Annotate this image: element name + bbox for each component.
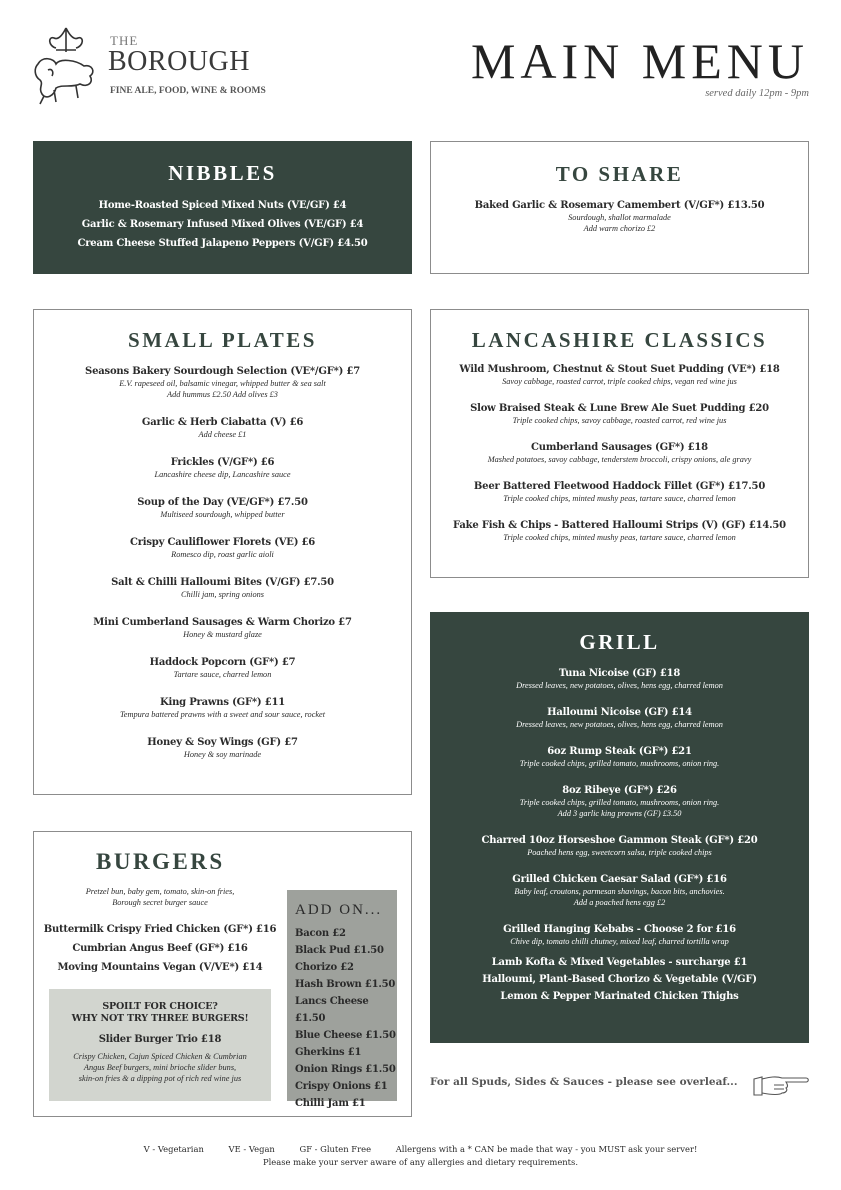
add-on-title: ADD ON...	[295, 902, 383, 918]
burger-item: Buttermilk Crispy Fried Chicken (GF*) £16	[43, 924, 277, 935]
item-name: Fake Fish & Chips - Battered Halloumi Strips (V) (GF) £14.50	[453, 520, 786, 531]
menu-item	[430, 667, 809, 691]
item-name: Seasons Bakery Sourdough Selection (VE*/GF*) £7	[85, 366, 360, 377]
burger-list	[34, 920, 286, 977]
logo	[32, 24, 312, 108]
section-lancashire-classics	[430, 309, 809, 578]
add-on-item: Crispy Onions £1	[295, 1081, 388, 1092]
legend-gluten-free: GF - Gluten Free	[299, 1144, 372, 1154]
section-title: LANCASHIRE CLASSICS	[471, 328, 768, 352]
section-title: SMALL PLATES	[128, 328, 317, 352]
menu-item	[431, 519, 808, 543]
crest-icon	[32, 24, 100, 106]
item-description: Triple cooked chips, grilled tomato, mushrooms, onion ring.	[519, 798, 720, 807]
item-name: Home-Roasted Spiced Mixed Nuts (VE/GF) £4	[98, 200, 347, 211]
legend-allergens: Allergens with a * CAN be made that way - you MUST ask your server!	[395, 1144, 698, 1154]
logo-the: THE	[110, 33, 139, 48]
section-small-plates	[33, 309, 412, 795]
item-name: Grilled Hanging Kebabs - Choose 2 for £16	[503, 924, 736, 935]
item-name: Frickles (V/GF*) £6	[170, 457, 275, 468]
kebab-option: Halloumi, Plant-Based Chorizo & Vegetable (V/GF)	[482, 974, 757, 985]
menu-item	[34, 365, 411, 400]
add-on-list	[295, 925, 397, 1112]
item-description: Chive dip, tomato chilli chutney, mixed leaf, charred tortilla wrap	[510, 937, 729, 946]
item-description: Romesco dip, roast garlic aioli	[171, 550, 274, 559]
item-name: Honey & Soy Wings (GF) £7	[147, 737, 298, 748]
section-title: GRILL	[579, 630, 660, 654]
menu-item	[33, 234, 412, 253]
section-to-share	[430, 141, 809, 274]
intro-line: Borough secret burger sauce	[112, 898, 208, 907]
item-name: Grilled Chicken Caesar Salad (GF*) £16	[512, 874, 727, 885]
section-grill	[430, 612, 809, 1043]
slider-trio-name: Slider Burger Trio £18	[98, 1034, 222, 1045]
item-name: Tuna Nicoise (GF) £18	[558, 668, 681, 679]
spoilt-heading: WHY NOT TRY THREE BURGERS!	[71, 1013, 249, 1024]
menu-item	[33, 215, 412, 234]
add-on-item: Hash Brown £1.50	[295, 979, 396, 990]
menu-item	[34, 456, 411, 480]
spoilt-for-choice-box	[49, 989, 271, 1101]
item-name: Wild Mushroom, Chestnut & Stout Suet Pudding (VE*) £18	[459, 364, 780, 375]
item-description: Add cheese £1	[198, 430, 247, 439]
item-name: Charred 10oz Horseshoe Gammon Steak (GF*) £20	[481, 835, 758, 846]
item-description: Honey & soy marinade	[183, 750, 262, 759]
item-description: Chilli jam, spring onions	[181, 590, 264, 599]
item-list	[431, 199, 808, 234]
item-list	[430, 667, 809, 947]
overleaf-note: For all Spuds, Sides & Sauces - please see overleaf...	[430, 1076, 738, 1088]
item-list	[33, 196, 412, 253]
menu-item	[34, 576, 411, 600]
kebab-option: Lemon & Pepper Marinated Chicken Thighs	[500, 991, 739, 1002]
menu-item	[33, 196, 412, 215]
logo-name: BOROUGH	[108, 46, 250, 77]
add-on-item: Onion Rings £1.50	[295, 1064, 396, 1075]
item-description: Add hummus £2.50 Add olives £3	[167, 390, 278, 399]
menu-item	[430, 873, 809, 908]
menu-item	[430, 834, 809, 858]
item-description: Multiseed sourdough, whipped butter	[160, 510, 285, 519]
burger-item: Cumbrian Angus Beef (GF*) £16	[72, 943, 248, 954]
served-hours: served daily 12pm - 9pm	[705, 88, 809, 99]
item-name: Salt & Chilli Halloumi Bites (V/GF) £7.50	[111, 577, 334, 588]
item-description: E.V. rapeseed oil, balsamic vinegar, whipped butter & sea salt	[119, 379, 326, 388]
intro-line: Pretzel bun, baby gem, tomato, skin-on fries,	[85, 887, 235, 896]
legend-vegetarian: V - Vegetarian	[143, 1144, 204, 1154]
kebab-option: Lamb Kofta & Mixed Vegetables - surcharge £1	[491, 957, 748, 968]
item-description: Sourdough, shallot marmalade	[568, 213, 671, 222]
item-description: Add a poached hens egg £2	[573, 898, 666, 907]
item-description: Mashed potatoes, savoy cabbage, tenderstem broccoli, crispy onions, ale gravy	[487, 455, 752, 464]
add-on-item: Gherkins £1	[295, 1047, 362, 1058]
item-description: Add warm chorizo £2	[583, 224, 656, 233]
item-description: Tartare sauce, charred lemon	[173, 670, 272, 679]
item-description: Triple cooked chips, minted mushy peas, tartare sauce, charred lemon	[503, 533, 736, 542]
add-on-box	[287, 890, 397, 1109]
item-name: Soup of the Day (VE/GF*) £7.50	[137, 497, 308, 508]
item-description: Poached hens egg, sweetcorn salsa, triple cooked chips	[527, 848, 712, 857]
item-description: Triple cooked chips, savoy cabbage, roasted carrot, red wine jus	[512, 416, 727, 425]
menu-item	[34, 536, 411, 560]
menu-item	[431, 199, 808, 234]
slider-trio-desc: Angus Beef burgers, mini brioche slider buns,	[83, 1063, 237, 1072]
slider-trio-desc: skin-on fries & a dipping pot of rich red wine jus	[78, 1074, 242, 1083]
item-description: Triple cooked chips, grilled tomato, mushrooms, onion ring.	[519, 759, 720, 768]
pointing-hand-icon	[752, 1073, 810, 1097]
section-nibbles	[33, 141, 412, 274]
item-list	[34, 365, 411, 760]
menu-item	[430, 745, 809, 769]
menu-item	[430, 706, 809, 730]
item-name: Garlic & Rosemary Infused Mixed Olives (VE/GF) £4	[81, 219, 364, 230]
kebab-options	[430, 954, 809, 1005]
menu-item	[34, 416, 411, 440]
item-name: Slow Braised Steak & Lune Brew Ale Suet Pudding £20	[470, 403, 769, 414]
item-name: 6oz Rump Steak (GF*) £21	[547, 746, 692, 757]
item-name: Garlic & Herb Ciabatta (V) £6	[141, 417, 304, 428]
menu-item	[34, 736, 411, 760]
menu-item	[431, 441, 808, 465]
item-name: Halloumi Nicoise (GF) £14	[547, 707, 692, 718]
item-name: Cream Cheese Stuffed Jalapeno Peppers (V/GF) £4.50	[77, 238, 368, 249]
item-name: Crispy Cauliflower Florets (VE) £6	[129, 537, 316, 548]
legend-vegan: VE - Vegan	[228, 1144, 275, 1154]
item-description: Tempura battered prawns with a sweet and sour sauce, rocket	[119, 710, 326, 719]
spoilt-heading: SPOILT FOR CHOICE?	[102, 1001, 218, 1012]
footer	[0, 1144, 841, 1167]
item-name: Beer Battered Fleetwood Haddock Fillet (GF*) £17.50	[473, 481, 766, 492]
add-on-item: Chorizo £2	[295, 962, 354, 973]
add-on-item: Bacon £2	[295, 928, 346, 939]
item-name: Cumberland Sausages (GF*) £18	[531, 442, 708, 453]
item-name: Haddock Popcorn (GF*) £7	[149, 657, 296, 668]
burger-item: Moving Mountains Vegan (V/VE*) £14	[57, 962, 263, 973]
page-title: MAIN MENU	[470, 33, 809, 89]
section-burgers	[33, 831, 412, 1117]
item-list	[431, 363, 808, 543]
menu-item	[431, 402, 808, 426]
item-name: 8oz Ribeye (GF*) £26	[562, 785, 677, 796]
menu-item	[34, 696, 411, 720]
item-name: Baked Garlic & Rosemary Camembert (V/GF*) £13.50	[474, 200, 765, 211]
item-description: Baby leaf, croutons, parmesan shavings, bacon bits, anchovies.	[514, 887, 725, 896]
item-description: Honey & mustard glaze	[183, 630, 262, 639]
allergy-note: Please make your server aware of any allergies and dietary requirements.	[262, 1157, 578, 1167]
item-description: Dressed leaves, new potatoes, olives, hens egg, charred lemon	[516, 681, 723, 690]
section-title: TO SHARE	[555, 162, 684, 186]
add-on-item: Lancs Cheese £1.50	[295, 996, 369, 1024]
menu-item	[430, 784, 809, 819]
item-description: Lancashire cheese dip, Lancashire sauce	[154, 470, 291, 479]
item-description: Dressed leaves, new potatoes, olives, hens egg, charred lemon	[516, 720, 723, 729]
item-description: Add 3 garlic king prawns (GF) £3.50	[557, 809, 682, 818]
section-title: BURGERS	[96, 849, 225, 874]
dietary-legend	[0, 1144, 841, 1154]
add-on-item: Black Pud £1.50	[295, 945, 384, 956]
item-description: Triple cooked chips, minted mushy peas, tartare sauce, charred lemon	[503, 494, 736, 503]
item-name: King Prawns (GF*) £11	[160, 697, 285, 708]
burgers-intro	[34, 886, 286, 908]
menu-item	[431, 363, 808, 387]
menu-item	[34, 656, 411, 680]
menu-item	[34, 496, 411, 520]
logo-tagline: FINE ALE, FOOD, WINE & ROOMS	[110, 86, 266, 96]
slider-trio-desc: Crispy Chicken, Cajun Spiced Chicken & Cumbrian	[73, 1052, 247, 1061]
item-name: Mini Cumberland Sausages & Warm Chorizo £7	[93, 617, 352, 628]
add-on-item: Blue Cheese £1.50	[295, 1030, 396, 1041]
add-on-item: Chilli Jam £1	[295, 1098, 366, 1109]
menu-item	[34, 616, 411, 640]
section-title: NIBBLES	[168, 161, 277, 185]
item-description: Savoy cabbage, roasted carrot, triple cooked chips, vegan red wine jus	[502, 377, 737, 386]
menu-item	[431, 480, 808, 504]
menu-item	[430, 923, 809, 947]
